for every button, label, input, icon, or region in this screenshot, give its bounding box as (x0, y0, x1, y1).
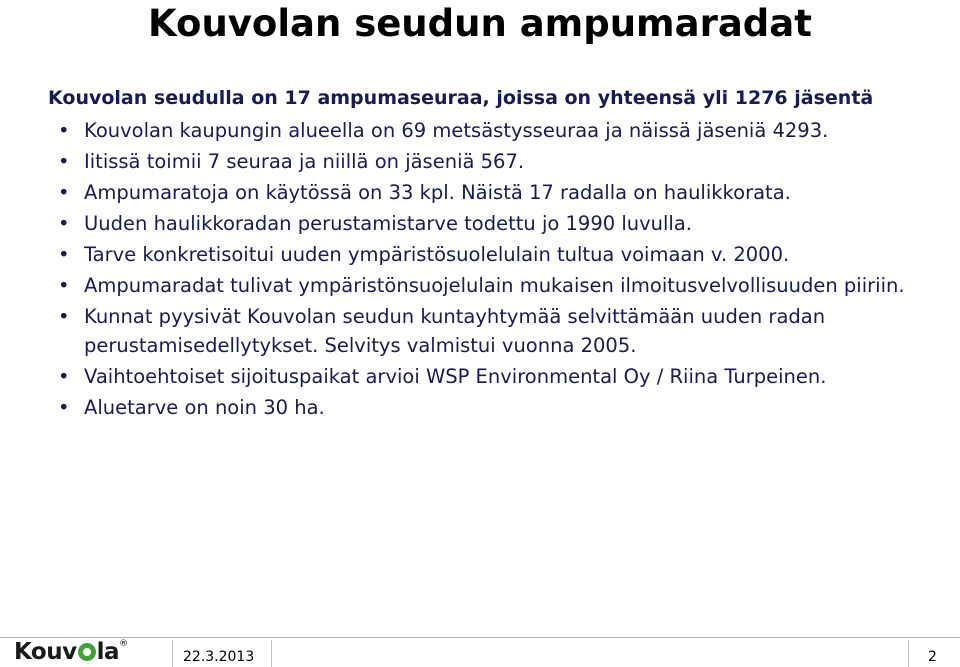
slide-subtitle: Kouvolan seudulla on 17 ampumaseuraa, joissa on yhteensä yli 1276 jäsentä (48, 87, 874, 109)
page-number: 2 (928, 649, 937, 665)
bullet-item: • Tarve konkretisoitui uuden ympäristösuolelulain tultua voimaan v. 2000. (58, 241, 938, 270)
footer-separator (172, 640, 173, 667)
bullet-item: • Kunnat pyysivät Kouvolan seudun kuntayhtymää selvittämään uuden radan perustamisedellytykset. Selvitys valmistui vuonna 2005. (58, 303, 938, 360)
footer-divider (0, 637, 960, 638)
bullet-item: • Ampumaratoja on käytössä on 33 kpl. Näistä 17 radalla on haulikkorata. (58, 179, 938, 208)
bullet-list (58, 117, 938, 425)
bullet-item: • Iitissä toimii 7 seuraa ja niillä on jäseniä 567. (58, 148, 938, 177)
slide-title: Kouvolan seudun ampumaradat (148, 2, 812, 45)
bullet-item: • Uuden haulikkoradan perustamistarve todettu jo 1990 luvulla. (58, 210, 938, 239)
registered-mark-icon: ® (119, 639, 128, 649)
bullet-item: • Kouvolan kaupungin alueella on 69 metsästysseuraa ja näissä jäseniä 4293. (58, 117, 938, 146)
logo-wordmark: Kouv la (14, 639, 119, 665)
bullet-item: • Ampumaradat tulivat ympäristönsuojelulain mukaisen ilmoitusvelvollisuuden piiriin. (58, 272, 938, 301)
kouvola-logo (14, 639, 128, 667)
footer-separator (271, 640, 272, 667)
footer-separator (908, 640, 909, 667)
footer-date: 22.3.2013 (183, 649, 255, 665)
bullet-item: • Aluetarve on noin 30 ha. (58, 394, 938, 423)
bullet-item: • Vaihtoehtoiset sijoituspaikat arvioi WSP Environmental Oy / Riina Turpeinen. (58, 363, 938, 392)
logo-o-mark-icon (78, 643, 96, 661)
